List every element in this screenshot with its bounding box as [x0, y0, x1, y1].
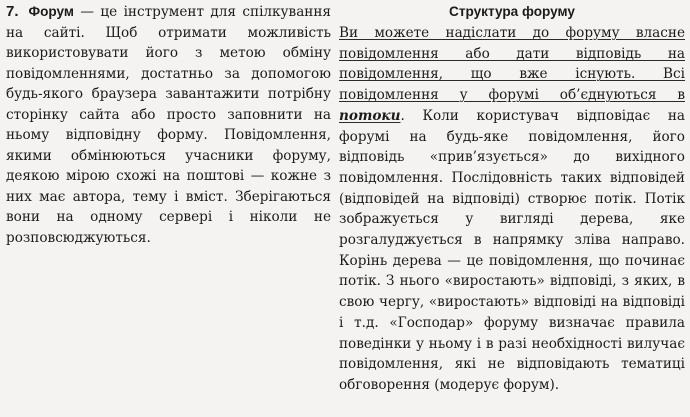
- section-title: Структура форуму: [449, 4, 575, 19]
- forum-structure-paragraph: [339, 23, 685, 396]
- structure-text-2: . Коли користувач відповідає на форумі на будь-яке повідомлення, його відповідь «прив’язується» до вихідного повідомлення. Послідовність таких відповідей (відповідей на відповіді) створює потік. Потік зображується у вигляді дерева, яке розгалуджується в напрямку зліва направо. Корінь дерева — це повідомлення, що починає потік. З нього «виростають» відповіді, з яких, в свою чергу, «виростають» відповіді на відповіді і т.д. «Господар» форуму визначає правила поведінки у ньому і в разі необхідності вилучає повідомлення, які не відповідають тематиці обговорення (модерує форум).: [339, 107, 685, 393]
- left-column: [6, 2, 331, 248]
- forum-term: Форум: [28, 4, 74, 19]
- task-number: 7.: [6, 3, 19, 20]
- threads-term: потоки: [339, 107, 401, 124]
- forum-definition: — це інструмент для спілкування на сайті. Щоб отримати можливість використовувати його з метою обміну повідомленнями, достатньо за допомогою будь-якого браузера завантажити потрібну сторінку сайта або просто заповнити на ньому відповідну форму. Повідомлення, якими обмінюються учасники форуму, деякою мірою схожі на поштові — кожне з них має автора, тему і вміст. Зберігаються вони на одному сервері і ніколи не розповсюджуються.: [6, 4, 331, 246]
- answer-paragraph: [6, 2, 331, 248]
- right-column: [339, 2, 685, 396]
- structure-text-1: Ви можете надіслати до форуму власне повідомлення або дати відповідь на повідомлення, що вже існують. Всі повідомлення у форумі об’єднуються в: [339, 25, 685, 104]
